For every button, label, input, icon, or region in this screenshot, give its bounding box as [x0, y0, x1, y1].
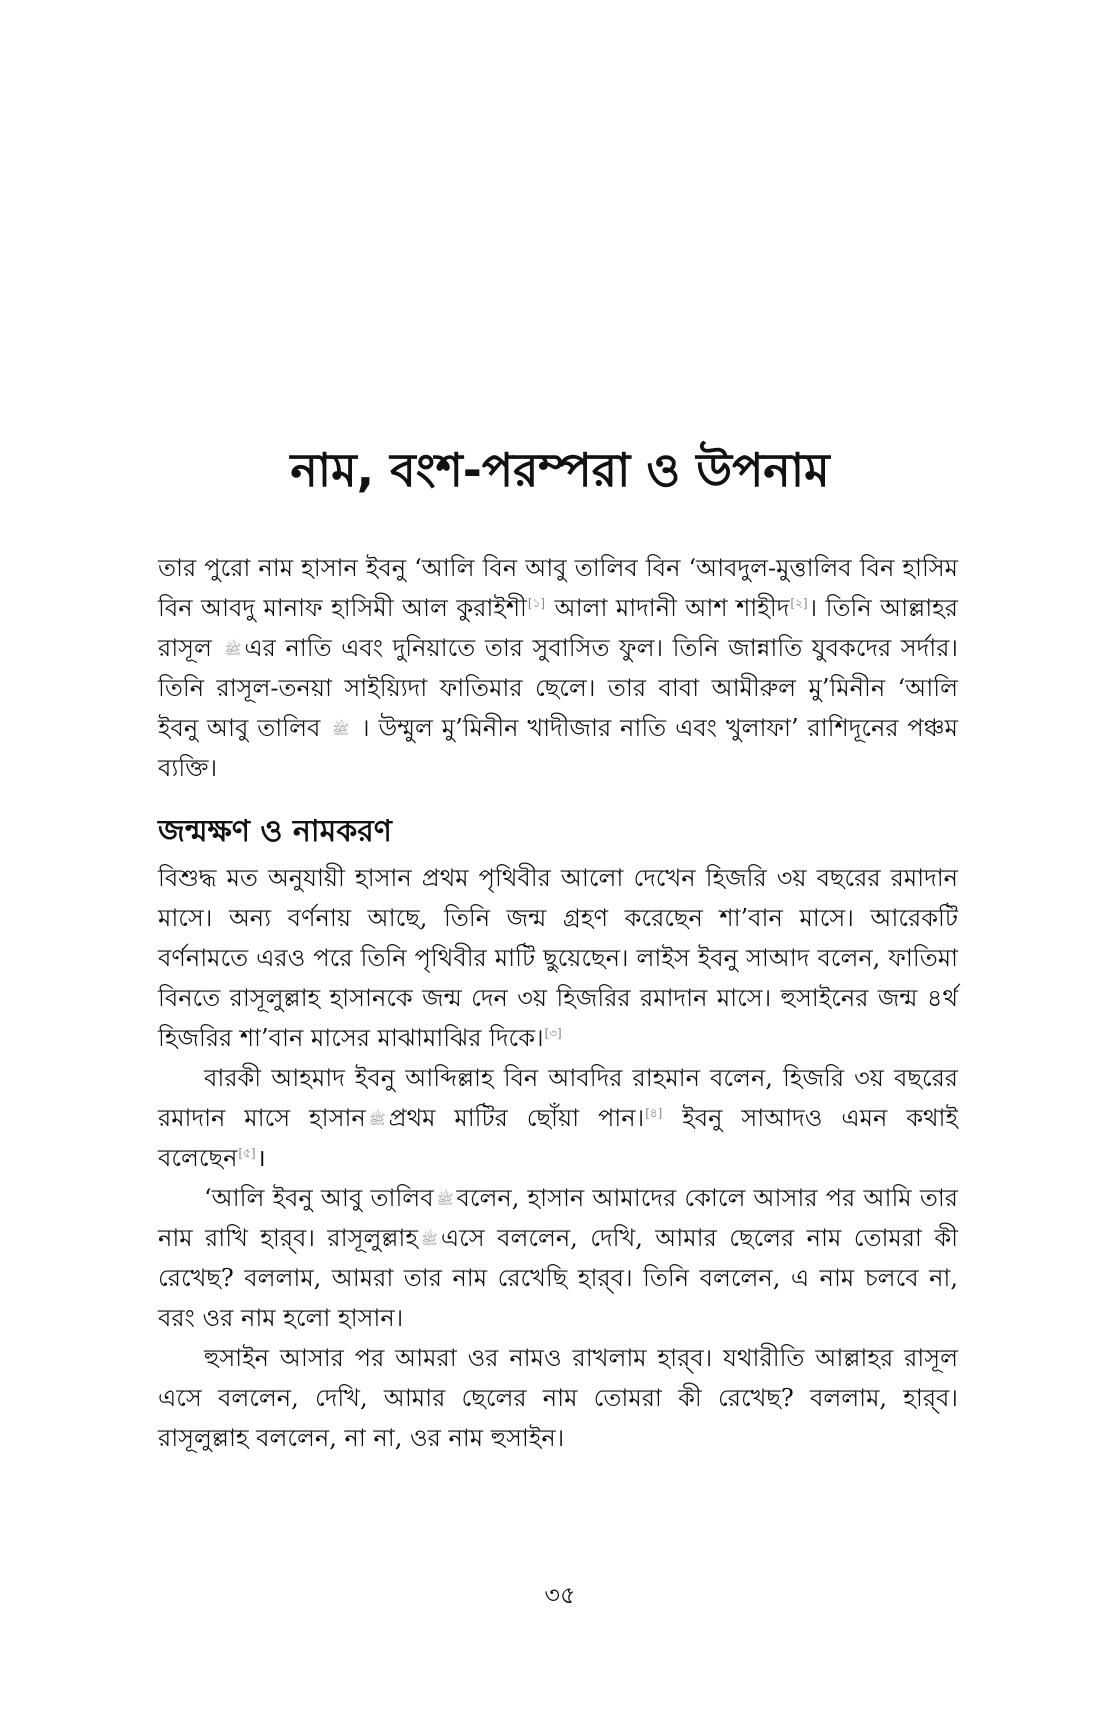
text-span: বলেন, হাসান আমাদের কোলে আসার পর আমি তার নাম রাখি হার্‌ব। রাসূলুল্লাহ	[158, 1184, 959, 1252]
text-span: ।	[256, 1144, 266, 1172]
footnote-ref[interactable]: [৩]	[544, 1026, 562, 1040]
footnote-ref[interactable]: [৪]	[645, 1106, 663, 1120]
text-span: তার পুরো নাম হাসান ইবনু ‘আলি বিন আবু তালিব বিন ‘আবদুল-মুত্তালিব বিন হাসিম বিন আবদু মানাফ হাসিমী আল কুরাইশী	[158, 554, 958, 622]
honorific-glyph: ﷺ	[436, 1191, 454, 1208]
text-span: এর নাতি এবং দুনিয়াতে তার সুবাসিত ফুল। তিনি জান্নাতি যুবকদের সর্দার। তিনি রাসূল-তনয়া সাইয়্যিদা ফাতিমার ছেলে। তার বাবা আমীরুল মু’মিনীন ‘আলি ইবনু আবু তালিব	[158, 634, 958, 742]
text-span: ‘আলি ইবনু আবু তালিব	[204, 1184, 434, 1212]
footnote-ref[interactable]: [২]	[790, 596, 808, 610]
honorific-glyph: ﷺ	[368, 1111, 386, 1128]
honorific-glyph: ﷺ	[420, 1231, 438, 1248]
text-span: । তিনি আল্লাহর রাসূল	[158, 594, 958, 662]
paragraph-barqi	[158, 1058, 958, 1178]
paragraph-naming-husain	[158, 1338, 958, 1458]
text-span: বারকী আহমাদ ইবনু আব্দিল্লাহ বিন আবদির রাহমান বলেন, হিজরি ৩য় বছরের রমাদান মাসে হাসান	[158, 1064, 958, 1132]
text-span: ইবনু সাআদও এমন কথাই বলেছেন	[158, 1104, 959, 1172]
text-span: । উম্মুল মু’মিনীন খাদীজার নাতি এবং খুলাফা’ রাশিদূনের পঞ্চম ব্যক্তি।	[158, 714, 958, 782]
text-span: আলা মাদানী আশ শাহীদ	[546, 594, 790, 622]
chapter-title: নাম, বংশ-পরম্পরা ও উপনাম	[290, 443, 830, 497]
text-span: প্রথম মাটির ছোঁয়া পান।	[388, 1104, 645, 1132]
paragraph-naming-hasan	[158, 1178, 958, 1338]
text-span: এসে বললেন, দেখি, আমার ছেলের নাম তোমরা কী রেখেছ? বললাম, আমরা তার নাম রেখেছি হার্‌ব। তিনি বললেন, এ নাম চলবে না, বরং ওর নাম হলো হাসান।	[158, 1224, 958, 1332]
honorific-glyph: ﷺ	[224, 641, 242, 658]
section-heading: জন্মক্ষণ ও নামকরণ	[158, 814, 392, 849]
body-text	[158, 548, 958, 1458]
footnote-ref[interactable]: [৫]	[238, 1146, 256, 1160]
honorific-glyph: ﷺ	[332, 721, 350, 738]
text-span: বিশুদ্ধ মত অনুযায়ী হাসান প্রথম পৃথিবীর আলো দেখেন হিজরি ৩য় বছরের রমাদান মাসে। অন্য বর্ণনায় আছে, তিনি জন্ম গ্রহণ করেছেন শা’বান মাসে। আরেকটি বর্ণনামতে এরও পরে তিনি পৃথিবীর মাটি ছুয়েছেন। লাইস ইবনু সাআদ বলেন, ফাতিমা বিনতে রাসূলুল্লাহ হাসানকে জন্ম দেন ৩য় হিজরির রমাদান মাসে। হুসাইনের জন্ম ৪র্থ হিজরির শা’বান মাসের মাঝামাঝির দিকে।	[158, 864, 958, 1052]
footnote-ref[interactable]: [১]	[527, 596, 546, 610]
paragraph-birth	[158, 858, 958, 1058]
text-span: হুসাইন আসার পর আমরা ওর নামও রাখলাম হার্‌ব। যথারীতি আল্লাহর রাসূল এসে বললেন, দেখি, আমার ছেলের নাম তোমরা কী রেখেছ? বললাম, হার্‌ব। রাসূলুল্লাহ বললেন, না না, ওর নাম হুসাইন।	[158, 1344, 958, 1452]
intro-paragraph	[158, 548, 958, 788]
page-number: ৩৫	[544, 1581, 576, 1609]
